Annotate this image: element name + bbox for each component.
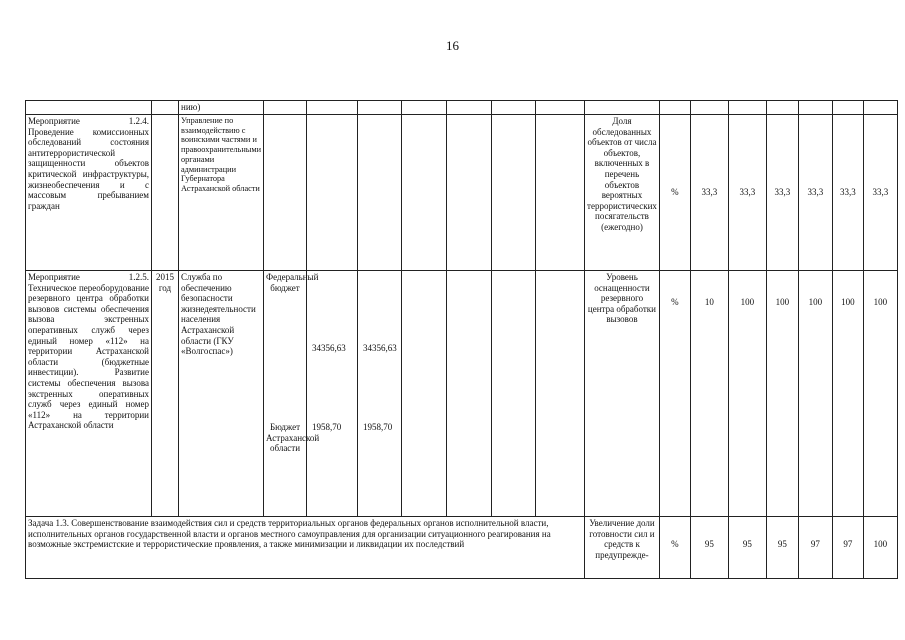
empty-cell: [402, 271, 447, 517]
empty-cell: [358, 101, 402, 115]
page-number: 16: [446, 38, 459, 53]
empty-cell: [402, 101, 447, 115]
unit-cell: %: [659, 115, 690, 271]
funding-source-cell: [264, 271, 320, 517]
value-cell: 33,3: [690, 115, 728, 271]
funding-2015-cell: [358, 271, 402, 517]
value-cell: 95: [766, 517, 798, 579]
indicator-cell: Уровень оснащенности резервного центра обработки вызовов: [585, 271, 660, 517]
empty-cell: [264, 115, 307, 271]
funding-total-cell: [307, 271, 358, 517]
unit-cell: %: [659, 517, 690, 579]
empty-cell: [492, 115, 536, 271]
measure-name: Мероприятие 1.2.5. Техническое переоборудование резервного центра обработки вызовов системы обеспечения вызова экстренных оперативных служб через единый номер «112» на территории Астраханской области (бюджетные инвестиции). Развитие системы обеспечения вызова экстренных оперативных служб через единый номер «112» на территории Астраханской области: [26, 271, 152, 517]
funding-total-federal: 34356,63: [312, 343, 346, 353]
empty-cell: [536, 101, 585, 115]
funding-source-federal: Федеральный бюджет: [266, 272, 319, 293]
empty-cell: [832, 101, 863, 115]
value-cell: 95: [728, 517, 766, 579]
empty-cell: [690, 101, 728, 115]
value-cell: 95: [690, 517, 728, 579]
task-text: Задача 1.3. Совершенствование взаимодействия сил и средств территориальных органов федеральных органов исполнительной власти, исполнительных органов государственной власти и органов местного самоуправления для организации ситуационного реагирования на возможные экстремистские и террористические проявления, а также минимизации и ликвидации их последствий: [26, 517, 585, 579]
empty-cell: [492, 101, 536, 115]
funding-2015-federal: 34356,63: [363, 343, 397, 353]
empty-cell: [447, 271, 492, 517]
empty-cell: [358, 115, 402, 271]
empty-cell: [585, 101, 660, 115]
value-cell: 100: [832, 271, 863, 517]
value-cell: 33,3: [798, 115, 832, 271]
empty-cell: [307, 101, 358, 115]
empty-cell: [26, 101, 152, 115]
empty-cell: [152, 115, 179, 271]
unit-cell: %: [659, 271, 690, 517]
empty-cell: [659, 101, 690, 115]
empty-cell: [863, 101, 897, 115]
value-cell: 33,3: [832, 115, 863, 271]
empty-cell: [798, 101, 832, 115]
empty-cell: [264, 101, 307, 115]
value-cell: 33,3: [863, 115, 897, 271]
empty-cell: [728, 101, 766, 115]
table-row-measure-1-2-4: [26, 115, 898, 271]
value-cell: 33,3: [766, 115, 798, 271]
table-row-top: [26, 101, 898, 115]
value-cell: 100: [728, 271, 766, 517]
funding-source-regional: Бюджет Астраханской области: [266, 422, 320, 454]
funding-2015-regional: 1958,70: [363, 422, 393, 432]
responsible-cell: Служба по обеспечению безопасности жизнедеятельности населения Астраханской области (ГКУ «Волгоспас»): [179, 271, 264, 517]
year-cell: 2015 год: [152, 271, 179, 517]
value-cell: 100: [863, 271, 897, 517]
program-table: [25, 100, 898, 579]
value-cell: 100: [863, 517, 897, 579]
table-row-measure-1-2-5: [26, 271, 898, 517]
responsible-tail: нию): [179, 101, 264, 115]
indicator-cell: Доля обследованных объектов от числа объектов, включенных в перечень объектов вероятных террористических посягательств (ежегодно): [585, 115, 660, 271]
value-cell: 97: [832, 517, 863, 579]
measure-name: Мероприятие 1.2.4. Проведение комиссионных обследований состояния антитеррористической защищенности объектов критической инфраструктуры, жизнеобеспечения и с массовым пребыванием граждан: [26, 115, 152, 271]
empty-cell: [536, 115, 585, 271]
value-cell: 100: [766, 271, 798, 517]
empty-cell: [307, 115, 358, 271]
responsible-cell: Управление по взаимодействию с воинскими частями и правоохранительными органами администрации Губернатора Астраханской области: [179, 115, 264, 271]
empty-cell: [447, 101, 492, 115]
table-row-task-1-3: [26, 517, 898, 579]
empty-cell: [402, 115, 447, 271]
value-cell: 10: [690, 271, 728, 517]
empty-cell: [152, 101, 179, 115]
empty-cell: [492, 271, 536, 517]
indicator-cell: Увеличение доли готовности сил и средств к предупрежде-: [585, 517, 660, 579]
funding-total-regional: 1958,70: [312, 422, 342, 432]
empty-cell: [447, 115, 492, 271]
empty-cell: [536, 271, 585, 517]
value-cell: 33,3: [728, 115, 766, 271]
value-cell: 100: [798, 271, 832, 517]
empty-cell: [766, 101, 798, 115]
value-cell: 97: [798, 517, 832, 579]
